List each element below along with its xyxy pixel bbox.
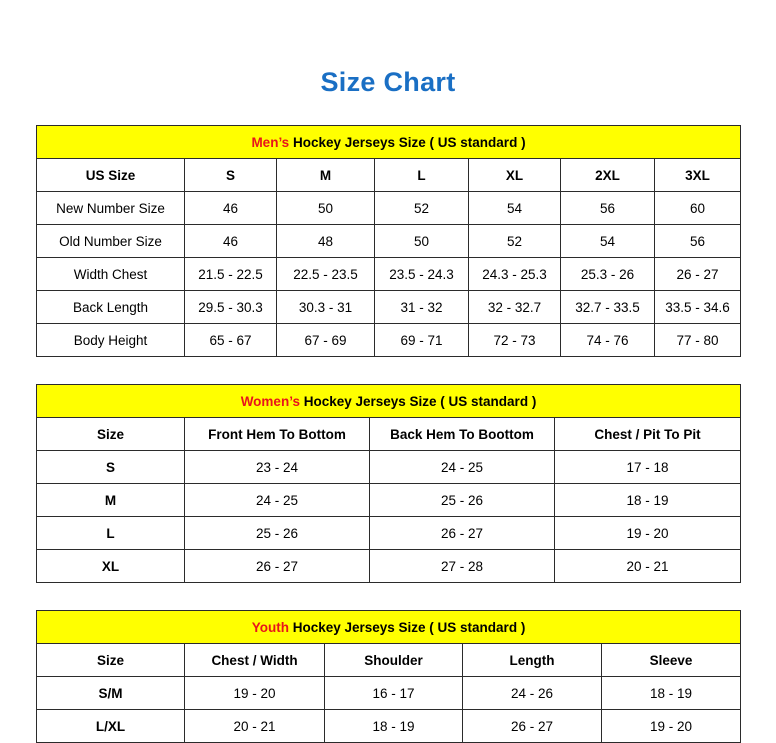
womens-row-0-val-0: 23 - 24 <box>185 451 370 484</box>
mens-row-0-label: New Number Size <box>37 192 185 225</box>
mens-row-1-val-4: 54 <box>561 225 655 258</box>
mens-col-1: S <box>185 159 277 192</box>
mens-row-2-val-1: 22.5 - 23.5 <box>277 258 375 291</box>
mens-row-3-val-4: 32.7 - 33.5 <box>561 291 655 324</box>
table-row <box>37 258 741 291</box>
mens-row-0-val-5: 60 <box>655 192 741 225</box>
womens-col-0: Size <box>37 418 185 451</box>
mens-row-4-val-4: 74 - 76 <box>561 324 655 357</box>
womens-row-3-label: XL <box>37 550 185 583</box>
womens-row-0-label: S <box>37 451 185 484</box>
mens-heading-cell <box>37 126 741 159</box>
youth-row-1-val-1: 18 - 19 <box>325 710 463 743</box>
youth-row-0-val-3: 18 - 19 <box>602 677 741 710</box>
mens-col-3: L <box>375 159 469 192</box>
mens-row-0-val-2: 52 <box>375 192 469 225</box>
mens-row-0-val-4: 56 <box>561 192 655 225</box>
mens-heading-accent: Men’s <box>251 134 290 150</box>
mens-row-4-val-2: 69 - 71 <box>375 324 469 357</box>
womens-col-1: Front Hem To Bottom <box>185 418 370 451</box>
womens-row-3-val-2: 20 - 21 <box>555 550 741 583</box>
womens-row-2-val-1: 26 - 27 <box>370 517 555 550</box>
page-title: Size Chart <box>320 67 456 97</box>
womens-row-3-val-0: 26 - 27 <box>185 550 370 583</box>
table-row <box>37 225 741 258</box>
table-row <box>37 550 741 583</box>
mens-row-1-val-3: 52 <box>469 225 561 258</box>
youth-row-1-val-0: 20 - 21 <box>185 710 325 743</box>
mens-row-4-val-0: 65 - 67 <box>185 324 277 357</box>
table-row <box>37 677 741 710</box>
youth-row-1-label: L/XL <box>37 710 185 743</box>
mens-section-heading <box>37 126 741 159</box>
womens-row-0-val-1: 24 - 25 <box>370 451 555 484</box>
mens-column-header-row <box>37 159 741 192</box>
youth-row-0-val-1: 16 - 17 <box>325 677 463 710</box>
youth-row-1-val-2: 26 - 27 <box>463 710 602 743</box>
mens-row-3-val-3: 32 - 32.7 <box>469 291 561 324</box>
table-row <box>37 517 741 550</box>
mens-row-2-val-0: 21.5 - 22.5 <box>185 258 277 291</box>
youth-col-0: Size <box>37 644 185 677</box>
womens-heading-rest: Hockey Jerseys Size ( US standard ) <box>299 393 537 409</box>
mens-row-2-val-5: 26 - 27 <box>655 258 741 291</box>
womens-row-1-val-1: 25 - 26 <box>370 484 555 517</box>
youth-col-1: Chest / Width <box>185 644 325 677</box>
mens-col-6: 3XL <box>655 159 741 192</box>
youth-heading-accent: Youth <box>251 619 289 635</box>
youth-row-0-label: S/M <box>37 677 185 710</box>
womens-size-table <box>36 384 741 583</box>
mens-row-1-val-1: 48 <box>277 225 375 258</box>
mens-col-0: US Size <box>37 159 185 192</box>
womens-row-2-val-2: 19 - 20 <box>555 517 741 550</box>
mens-row-1-val-2: 50 <box>375 225 469 258</box>
mens-row-1-val-0: 46 <box>185 225 277 258</box>
mens-row-4-val-1: 67 - 69 <box>277 324 375 357</box>
womens-row-2-val-0: 25 - 26 <box>185 517 370 550</box>
table-row <box>37 484 741 517</box>
mens-heading-rest: Hockey Jerseys Size ( US standard ) <box>289 134 526 150</box>
womens-row-2-label: L <box>37 517 185 550</box>
table-row <box>37 291 741 324</box>
womens-row-0-val-2: 17 - 18 <box>555 451 741 484</box>
womens-row-1-val-0: 24 - 25 <box>185 484 370 517</box>
mens-row-1-val-5: 56 <box>655 225 741 258</box>
youth-size-table <box>36 610 741 743</box>
mens-row-2-val-4: 25.3 - 26 <box>561 258 655 291</box>
mens-row-2-val-3: 24.3 - 25.3 <box>469 258 561 291</box>
youth-column-header-row <box>37 644 741 677</box>
table-row <box>37 710 741 743</box>
mens-row-0-val-1: 50 <box>277 192 375 225</box>
womens-row-1-label: M <box>37 484 185 517</box>
mens-row-2-label: Width Chest <box>37 258 185 291</box>
mens-row-4-val-5: 77 - 80 <box>655 324 741 357</box>
mens-row-3-val-1: 30.3 - 31 <box>277 291 375 324</box>
mens-row-1-label: Old Number Size <box>37 225 185 258</box>
mens-row-3-val-2: 31 - 32 <box>375 291 469 324</box>
mens-size-table <box>36 125 741 357</box>
mens-row-0-val-3: 54 <box>469 192 561 225</box>
mens-row-3-val-0: 29.5 - 30.3 <box>185 291 277 324</box>
mens-row-2-val-2: 23.5 - 24.3 <box>375 258 469 291</box>
youth-row-1-val-3: 19 - 20 <box>602 710 741 743</box>
womens-row-1-val-2: 18 - 19 <box>555 484 741 517</box>
mens-row-3-val-5: 33.5 - 34.6 <box>655 291 741 324</box>
womens-col-3: Chest / Pit To Pit <box>555 418 741 451</box>
womens-row-3-val-1: 27 - 28 <box>370 550 555 583</box>
mens-col-4: XL <box>469 159 561 192</box>
mens-row-0-val-0: 46 <box>185 192 277 225</box>
table-row <box>37 451 741 484</box>
youth-heading-cell <box>37 611 741 644</box>
youth-col-2: Shoulder <box>325 644 463 677</box>
womens-column-header-row <box>37 418 741 451</box>
womens-section-heading <box>37 385 741 418</box>
table-row <box>37 324 741 357</box>
youth-row-0-val-0: 19 - 20 <box>185 677 325 710</box>
youth-section-heading <box>37 611 741 644</box>
youth-heading-rest: Hockey Jerseys Size ( US standard ) <box>288 619 526 635</box>
mens-col-5: 2XL <box>561 159 655 192</box>
womens-col-2: Back Hem To Boottom <box>370 418 555 451</box>
mens-col-2: M <box>277 159 375 192</box>
mens-row-4-label: Body Height <box>37 324 185 357</box>
table-row <box>37 192 741 225</box>
womens-heading-accent: Women’s <box>240 393 300 409</box>
mens-row-3-label: Back Length <box>37 291 185 324</box>
youth-col-3: Length <box>463 644 602 677</box>
youth-col-4: Sleeve <box>602 644 741 677</box>
youth-row-0-val-2: 24 - 26 <box>463 677 602 710</box>
mens-row-4-val-3: 72 - 73 <box>469 324 561 357</box>
womens-heading-cell <box>37 385 741 418</box>
